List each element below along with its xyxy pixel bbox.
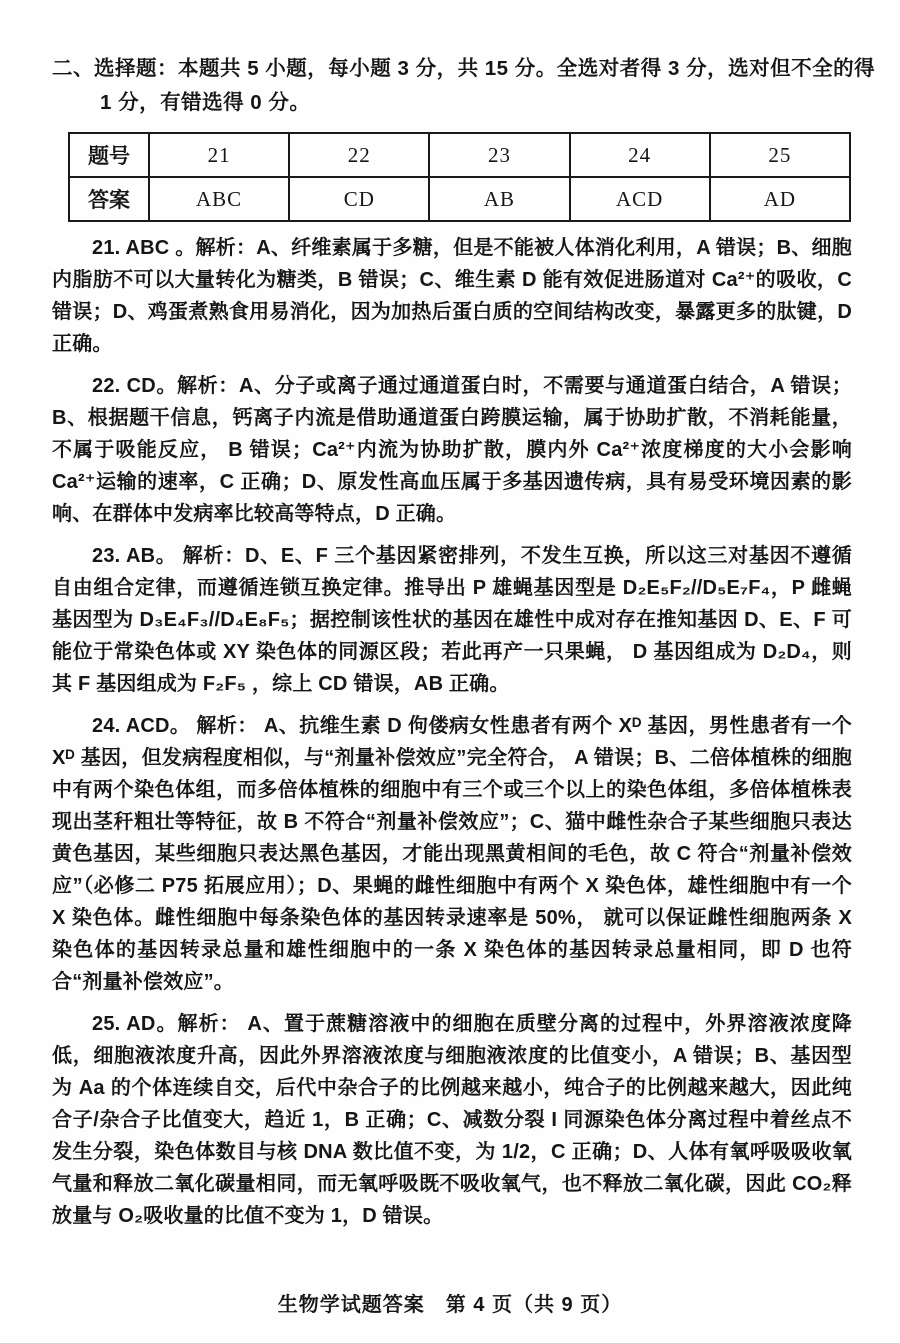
answer-table — [68, 132, 851, 222]
section-heading-line1: 二、选择题：本题共 5 小题，每小题 3 分，共 15 分。全选对者得 3 分，选对但不全的得 — [52, 57, 876, 80]
answer-cell-25: AD — [710, 177, 850, 221]
answer-cell-23: AB — [429, 177, 569, 221]
explanation-paragraph-22: 22. CD。解析：A、分子或离子通过通道蛋白时，不需要与通道蛋白结合，A 错误；B、根据题干信息，钙离子内流是借助通道蛋白跨膜运输，属于协助扩散，不消耗能量，不属于吸能反应， B 错误；Ca²⁺内流为协助扩散，膜内外 Ca²⁺浓度梯度的大小会影响 Ca²⁺运输的速率，C 正确；D、原发性高血压属于多基因遗传病，具有易受环境因素的影响、在群体中发病率比较高等特点，D 正确。 — [52, 375, 852, 525]
explanation-paragraph-23: 23. AB。 解析：D、E、F 三个基因紧密排列，不发生互换，所以这三对基因不遵循自由组合定律，而遵循连锁互换定律。推导出 P 雄蝇基因型是 D₂E₅F₂//D₅E₇F₄，P 雌蝇基因型为 D₃E₄F₃//D₄E₈F₅；据控制该性状的基因在雄性中成对存在推知基因 D、E、F 可能位于常染色体或 XY 染色体的同源区段；若此再产一只果蝇， D 基因组成为 D₂D₄，则其 F 基因组成为 F₂F₅ ，综上 CD 错误，AB 正确。 — [52, 545, 852, 695]
explanation-paragraph-21: 21. ABC 。解析：A、纤维素属于多糖，但是不能被人体消化利用，A 错误；B、细胞内脂肪不可以大量转化为糖类，B 错误；C、维生素 D 能有效促进肠道对 Ca²⁺的吸收，C 错误；D、鸡蛋煮熟食用易消化，因为加热后蛋白质的空间结构改变，暴露更多的肽键，D 正确。 — [52, 237, 852, 355]
explanations-section — [52, 232, 852, 1232]
question-number-cell-21: 21 — [149, 133, 289, 177]
question-number-cell-23: 23 — [429, 133, 569, 177]
answer-cell-21: ABC — [149, 177, 289, 221]
answer-cell-22: CD — [289, 177, 429, 221]
answer-table-row-numbers — [69, 133, 850, 177]
row-label-answer: 答案 — [69, 177, 149, 221]
answer-table-row-answers — [69, 177, 850, 221]
explanation-paragraph-25: 25. AD。解析： A、置于蔗糖溶液中的细胞在质壁分离的过程中，外界溶液浓度降低，细胞液浓度升高，因此外界溶液浓度与细胞液浓度的比值变小，A 错误；B、基因型为 Aa 的个体连续自交，后代中杂合子的比例越来越小，纯合子的比例越来越大，因此纯合子/杂合子比值变大，趋近 1，B 正确；C、减数分裂 I 同源染色体分离过程中着丝点不发生分裂，染色体数目与核 DNA 数比值不变，为 1/2，C 正确；D、人体有氧呼吸吸收氧气量和释放二氧化碳量相同，而无氧呼吸既不吸收氧气，也不释放二氧化碳，因此 CO₂释放量与 O₂吸收量的比值不变为 1，D 错误。 — [52, 1013, 852, 1227]
question-number-cell-25: 25 — [710, 133, 850, 177]
question-number-cell-24: 24 — [570, 133, 710, 177]
row-label-question-number: 题号 — [69, 133, 149, 177]
section-heading-line2: 1 分，有错选得 0 分。 — [100, 91, 311, 114]
question-number-cell-22: 22 — [289, 133, 429, 177]
page-footer: 生物学试题答案 第 4 页（共 9 页） — [277, 1294, 623, 1316]
section-heading — [52, 52, 876, 120]
answer-cell-24: ACD — [570, 177, 710, 221]
explanation-paragraph-24: 24. ACD。 解析： A、抗维生素 D 佝偻病女性患者有两个 Xᴰ 基因，男性患者有一个 Xᴰ 基因，但发病程度相似，与“剂量补偿效应”完全符合， A 错误；B、二倍体植株的细胞中有两个染色体组，而多倍体植株的细胞中有三个或三个以上的染色体组，多倍体植株表现出茎秆粗壮等特征，故 B 不符合“剂量补偿效应”；C、猫中雌性杂合子某些细胞只表达黄色基因，某些细胞只表达黑色基因，才能出现黑黄相间的毛色，故 C 符合“剂量补偿效应”（必修二 P75 拓展应用）；D、果蝇的雌性细胞中有两个 X 染色体，雄性细胞中有一个 X 染色体。雌性细胞中每条染色体的基因转录速率是 50%， 就可以保证雌性细胞两条 X 染色体的基因转录总量和雄性细胞中的一条 X 染色体的基因转录总量相同，即 D 也符合“剂量补偿效应”。 — [52, 715, 852, 993]
